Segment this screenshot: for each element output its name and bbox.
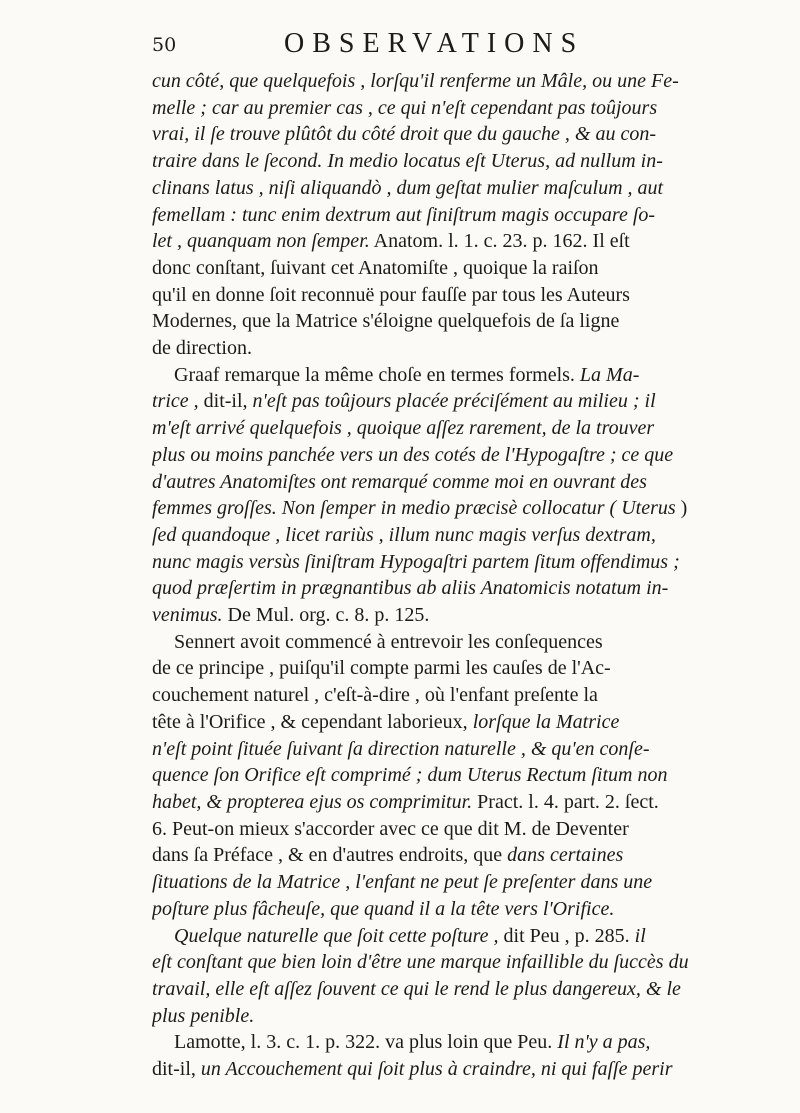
text-line bbox=[152, 762, 728, 789]
italic-run: n'eſt pas toûjours placée préciſément au milieu ; il bbox=[252, 390, 656, 413]
body-text bbox=[152, 68, 728, 1083]
text-line bbox=[152, 602, 728, 629]
roman-run: dans ſa Préface , & en d'autres endroits, que bbox=[152, 844, 508, 867]
paragraph bbox=[152, 362, 728, 629]
text-line bbox=[152, 976, 728, 1003]
italic-run: nunc magis versùs ſiniſtram Hypogaſtri partem ſitum offendimus ; bbox=[152, 550, 680, 573]
italic-run: quence ſon Orifice eſt comprimé ; dum Uterus Rectum ſitum non bbox=[152, 764, 668, 787]
text-line bbox=[152, 1003, 728, 1030]
roman-run: qu'il en donne ſoit reconnuë pour fauſſe par tous les Auteurs bbox=[152, 283, 630, 306]
italic-run: plus ou moins panchée vers un des cotés de l'Hypogaſtre ; ce que bbox=[152, 443, 674, 466]
italic-run: lorſque la Matrice bbox=[472, 710, 620, 733]
italic-run: Uterus bbox=[621, 497, 676, 520]
text-line bbox=[152, 495, 728, 522]
italic-run: quod præſertim in prægnantibus ab aliis Anatomicis notatum in- bbox=[152, 577, 669, 600]
italic-run: trice , bbox=[152, 390, 204, 413]
italic-run: travail, elle eſt aſſez ſouvent ce qui le rend le plus dangereux, & le bbox=[152, 977, 681, 1000]
italic-run: traire dans le ſecond. In medio locatus eſt Uterus, ad nullum in- bbox=[152, 150, 663, 173]
text-line bbox=[152, 282, 728, 309]
text-line bbox=[152, 789, 728, 816]
italic-run: poſture plus fâcheuſe, que quand il a la tête vers l'Orifice. bbox=[152, 897, 615, 920]
italic-run: Il n'y a pas, bbox=[557, 1031, 651, 1054]
italic-run: n'eſt point ſituée ſuivant ſa direction naturelle , & qu'en conſe- bbox=[152, 737, 650, 760]
text-line bbox=[152, 1056, 728, 1083]
text-line bbox=[152, 362, 728, 389]
page-header bbox=[152, 28, 728, 68]
roman-run: Modernes, que la Matrice s'éloigne quelquefois de ſa ligne bbox=[152, 310, 620, 333]
text-line bbox=[152, 1029, 728, 1056]
paragraph bbox=[152, 68, 728, 362]
page-number: 50 bbox=[152, 34, 177, 56]
text-line bbox=[152, 415, 728, 442]
roman-run: ) bbox=[675, 497, 688, 520]
text-line bbox=[152, 121, 728, 148]
italic-run: vrai, il ſe trouve plûtôt du côté droit que du gauche , & au con- bbox=[152, 123, 656, 146]
roman-run: Lamotte, l. 3. c. 1. p. 322. va plus loin que Peu. bbox=[174, 1031, 558, 1054]
text-line bbox=[152, 896, 728, 923]
italic-run: eſt conſtant que bien loin d'être une marque infaillible du ſuccès du bbox=[152, 951, 689, 974]
italic-run: ſed quandoque , licet rariùs , illum nunc magis verſus dextram, bbox=[152, 523, 656, 546]
text-line bbox=[152, 255, 728, 282]
italic-run: il bbox=[634, 924, 646, 947]
text-line bbox=[152, 469, 728, 496]
roman-run: Anatom. l. 1. c. 23. p. 162. Il eſt bbox=[369, 230, 630, 253]
text-line bbox=[152, 575, 728, 602]
roman-run: dit Peu , p. 285. bbox=[503, 924, 635, 947]
text-line bbox=[152, 736, 728, 763]
italic-run: femellam : tunc enim dextrum aut ſiniſtrum magis occupare ſo- bbox=[152, 203, 656, 226]
text-line bbox=[152, 388, 728, 415]
roman-run: de direction. bbox=[152, 337, 252, 360]
running-title: OBSERVATIONS bbox=[284, 28, 585, 59]
text-line bbox=[152, 175, 728, 202]
text-line bbox=[152, 842, 728, 869]
text-line bbox=[152, 923, 728, 950]
italic-run: plus penible. bbox=[152, 1004, 255, 1027]
text-line bbox=[152, 202, 728, 229]
italic-run: venimus. bbox=[152, 604, 223, 627]
roman-run: donc conſtant, ſuivant cet Anatomiſte , quoique la raiſon bbox=[152, 256, 599, 279]
italic-run: let , quanquam non ſemper. bbox=[152, 230, 370, 253]
text-line bbox=[152, 308, 728, 335]
italic-run: m'eſt arrivé quelquefois , quoique aſſez rarement, de la trouver bbox=[152, 417, 655, 440]
text-line bbox=[152, 949, 728, 976]
text-line bbox=[152, 228, 728, 255]
italic-run: melle ; car au premier cas , ce qui n'eſt cependant pas toûjours bbox=[152, 96, 658, 119]
roman-run: couchement naturel , c'eſt-à-dire , où l'enfant preſente la bbox=[152, 684, 598, 707]
roman-run: de ce principe , puiſqu'il compte parmi les cauſes de l'Ac- bbox=[152, 657, 611, 680]
italic-run: dans certaines bbox=[507, 844, 624, 867]
roman-run: 6. Peut-on mieux s'accorder avec ce que dit M. de Deventer bbox=[152, 817, 629, 840]
italic-run: cun côté, que quelquefois , lorſqu'il renferme un Mâle, ou une Fe- bbox=[152, 70, 679, 92]
roman-run: Pract. l. 4. part. 2. ſect. bbox=[472, 790, 659, 813]
paragraph bbox=[152, 1029, 728, 1082]
text-line bbox=[152, 68, 728, 95]
italic-run: Quelque naturelle que ſoit cette poſture , bbox=[174, 924, 504, 947]
text-line bbox=[152, 522, 728, 549]
italic-run: habet, & propterea ejus os comprimitur. bbox=[152, 790, 473, 813]
text-line bbox=[152, 148, 728, 175]
roman-run: Graaf remarque la même choſe en termes formels. bbox=[174, 363, 580, 386]
italic-run: femmes groſſes. Non ſemper in medio præcisè collocatur ( bbox=[152, 497, 622, 520]
italic-run: La Ma- bbox=[579, 363, 640, 386]
italic-run: d'autres Anatomiſtes ont remarqué comme moi en ouvrant des bbox=[152, 470, 647, 493]
text-line bbox=[152, 629, 728, 656]
text-line bbox=[152, 655, 728, 682]
paragraph bbox=[152, 629, 728, 923]
roman-run: dit-il, bbox=[152, 1058, 201, 1081]
roman-run: dit-il, bbox=[203, 390, 253, 413]
paragraph bbox=[152, 923, 728, 1030]
text-line bbox=[152, 442, 728, 469]
italic-run: un Accouchement qui ſoit plus à craindre, ni qui faſſe perir bbox=[200, 1058, 673, 1081]
italic-run: clinans latus , niſi aliquandò , dum geſtat mulier maſculum , aut bbox=[152, 176, 664, 199]
roman-run: tête à l'Orifice , & cependant laborieux, bbox=[152, 710, 473, 733]
text-line bbox=[152, 549, 728, 576]
text-line bbox=[152, 816, 728, 843]
roman-run: Sennert avoit commencé à entrevoir les conſequences bbox=[174, 630, 603, 653]
text-line bbox=[152, 869, 728, 896]
text-line bbox=[152, 682, 728, 709]
roman-run: De Mul. org. c. 8. p. 125. bbox=[222, 604, 430, 627]
text-line bbox=[152, 335, 728, 362]
italic-run: ſituations de la Matrice , l'enfant ne peut ſe preſenter dans une bbox=[152, 871, 653, 894]
text-line bbox=[152, 709, 728, 736]
text-line bbox=[152, 95, 728, 122]
